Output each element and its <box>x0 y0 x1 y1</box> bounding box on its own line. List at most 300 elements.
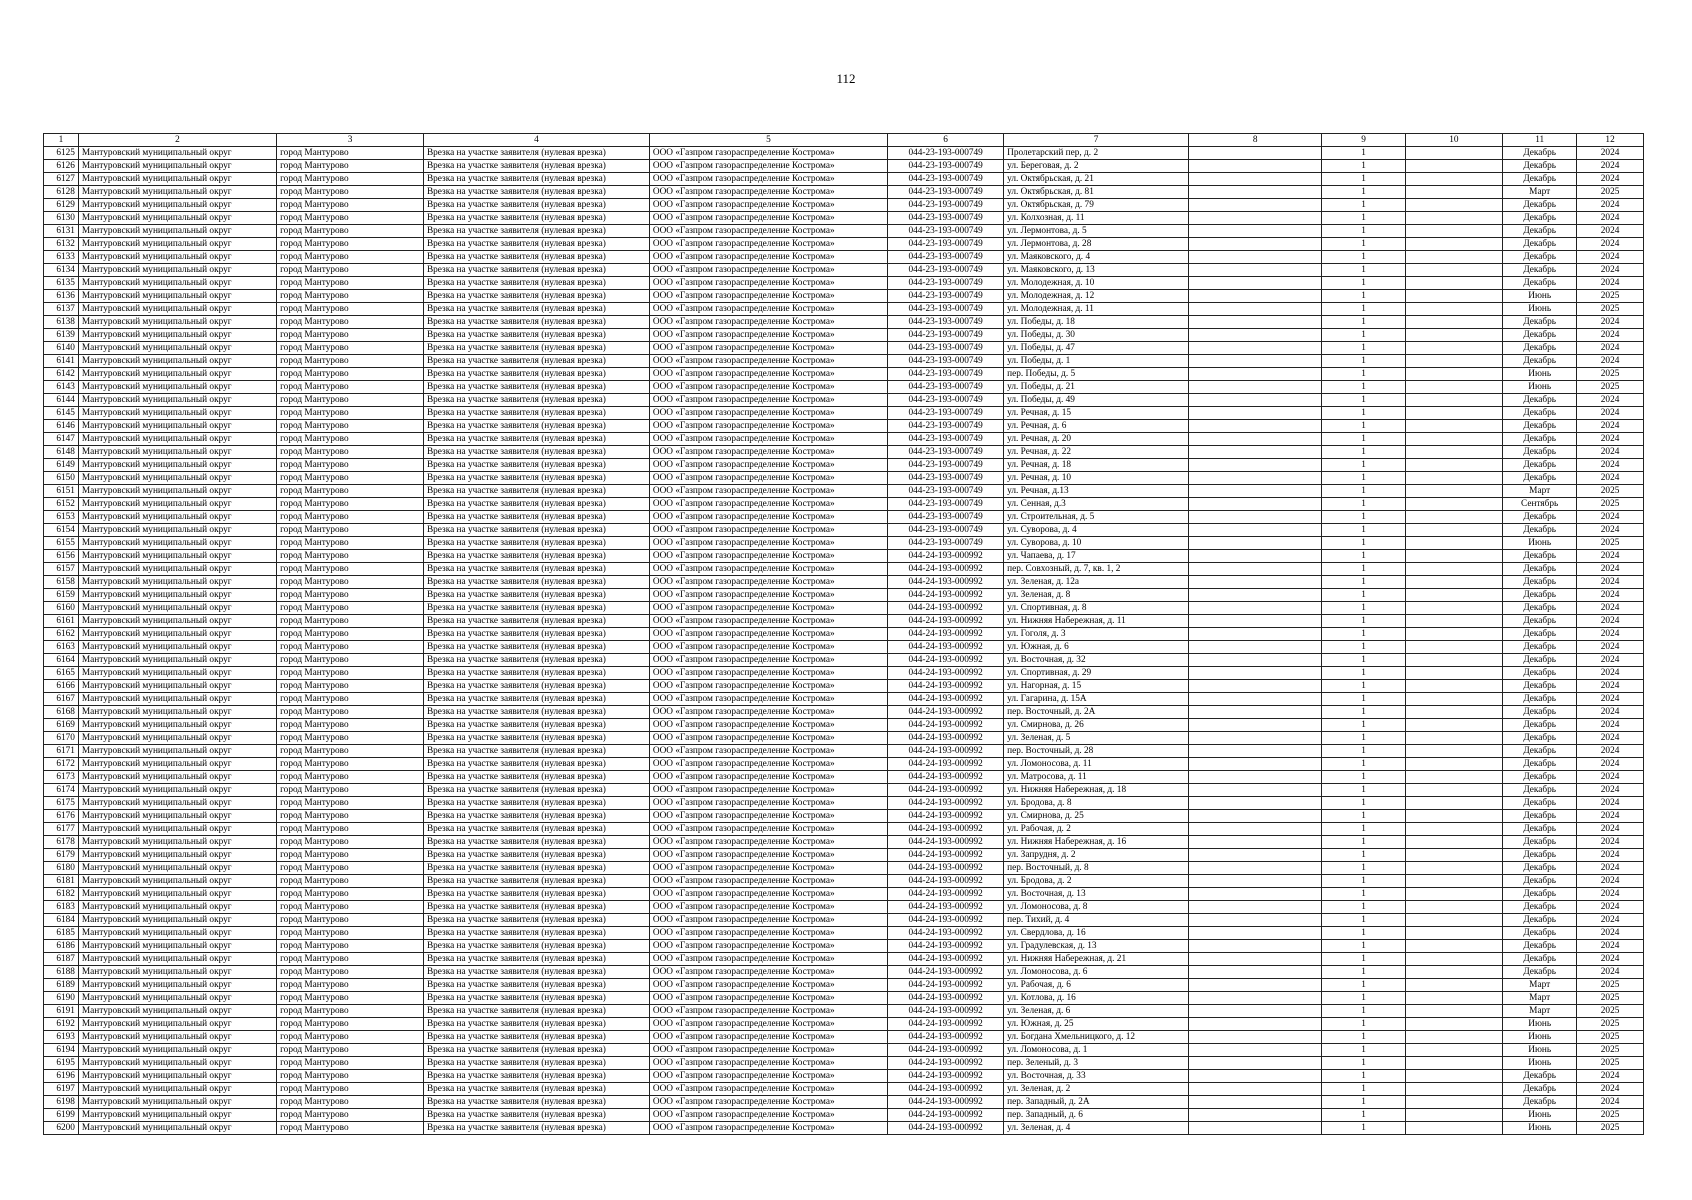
district-cell: Мантуровский муниципальный округ <box>78 394 276 407</box>
column-8-cell <box>1188 693 1322 706</box>
organization-cell: ООО «Газпром газораспределение Кострома» <box>649 628 887 641</box>
row-number-cell: 6181 <box>44 875 79 888</box>
column-10-cell <box>1405 459 1503 472</box>
project-code-cell: 044-24-193-000992 <box>888 758 1004 771</box>
column-header: 11 <box>1503 134 1577 147</box>
row-number-cell: 6159 <box>44 589 79 602</box>
row-number-cell: 6136 <box>44 290 79 303</box>
month-cell: Март <box>1503 979 1577 992</box>
organization-cell: ООО «Газпром газораспределение Кострома» <box>649 1044 887 1057</box>
column-10-cell <box>1405 901 1503 914</box>
project-code-cell: 044-24-193-000992 <box>888 1005 1004 1018</box>
quantity-cell: 1 <box>1322 654 1405 667</box>
year-cell: 2025 <box>1577 186 1644 199</box>
column-10-cell <box>1405 446 1503 459</box>
work-type-cell: Врезка на участке заявителя (нулевая врезка) <box>423 1109 649 1122</box>
organization-cell: ООО «Газпром газораспределение Кострома» <box>649 901 887 914</box>
column-8-cell <box>1188 1044 1322 1057</box>
month-cell: Декабрь <box>1503 524 1577 537</box>
work-type-cell: Врезка на участке заявителя (нулевая врезка) <box>423 1031 649 1044</box>
year-cell: 2024 <box>1577 732 1644 745</box>
row-number-cell: 6199 <box>44 1109 79 1122</box>
column-10-cell <box>1405 875 1503 888</box>
work-type-cell: Врезка на участке заявителя (нулевая врезка) <box>423 459 649 472</box>
organization-cell: ООО «Газпром газораспределение Кострома» <box>649 667 887 680</box>
quantity-cell: 1 <box>1322 953 1405 966</box>
address-cell: ул. Зеленая, д. 2 <box>1004 1083 1189 1096</box>
month-cell: Декабрь <box>1503 1070 1577 1083</box>
address-cell: ул. Смирнова, д. 26 <box>1004 719 1189 732</box>
column-10-cell <box>1405 602 1503 615</box>
district-cell: Мантуровский муниципальный округ <box>78 147 276 160</box>
work-type-cell: Врезка на участке заявителя (нулевая врезка) <box>423 485 649 498</box>
project-code-cell: 044-23-193-000749 <box>888 342 1004 355</box>
address-cell: ул. Сенная, д.3 <box>1004 498 1189 511</box>
project-code-cell: 044-24-193-000992 <box>888 862 1004 875</box>
work-type-cell: Врезка на участке заявителя (нулевая врезка) <box>423 264 649 277</box>
table-header <box>44 134 1644 147</box>
address-cell: ул. Речная, д. 22 <box>1004 446 1189 459</box>
table-row <box>44 719 1644 732</box>
column-10-cell <box>1405 147 1503 160</box>
town-cell: город Мантурово <box>277 303 424 316</box>
town-cell: город Мантурово <box>277 589 424 602</box>
quantity-cell: 1 <box>1322 277 1405 290</box>
table-row <box>44 225 1644 238</box>
address-cell: ул. Октябрьская, д. 79 <box>1004 199 1189 212</box>
work-type-cell: Врезка на участке заявителя (нулевая врезка) <box>423 420 649 433</box>
organization-cell: ООО «Газпром газораспределение Кострома» <box>649 511 887 524</box>
work-type-cell: Врезка на участке заявителя (нулевая врезка) <box>423 394 649 407</box>
month-cell: Декабрь <box>1503 888 1577 901</box>
address-cell: ул. Нижняя Набережная, д. 21 <box>1004 953 1189 966</box>
month-cell: Декабрь <box>1503 433 1577 446</box>
table-row <box>44 810 1644 823</box>
row-number-cell: 6171 <box>44 745 79 758</box>
column-10-cell <box>1405 758 1503 771</box>
organization-cell: ООО «Газпром газораспределение Кострома» <box>649 394 887 407</box>
work-type-cell: Врезка на участке заявителя (нулевая врезка) <box>423 628 649 641</box>
district-cell: Мантуровский муниципальный округ <box>78 1031 276 1044</box>
project-code-cell: 044-23-193-000749 <box>888 459 1004 472</box>
address-cell: пер. Совхозный, д. 7, кв. 1, 2 <box>1004 563 1189 576</box>
organization-cell: ООО «Газпром газораспределение Кострома» <box>649 563 887 576</box>
quantity-cell: 1 <box>1322 1122 1405 1135</box>
table-row <box>44 823 1644 836</box>
month-cell: Декабрь <box>1503 472 1577 485</box>
town-cell: город Мантурово <box>277 1083 424 1096</box>
column-header: 8 <box>1188 134 1322 147</box>
organization-cell: ООО «Газпром газораспределение Кострома» <box>649 1109 887 1122</box>
project-code-cell: 044-23-193-000749 <box>888 173 1004 186</box>
row-number-cell: 6153 <box>44 511 79 524</box>
work-type-cell: Врезка на участке заявителя (нулевая врезка) <box>423 576 649 589</box>
month-cell: Декабрь <box>1503 459 1577 472</box>
month-cell: Март <box>1503 1005 1577 1018</box>
organization-cell: ООО «Газпром газораспределение Кострома» <box>649 238 887 251</box>
district-cell: Мантуровский муниципальный округ <box>78 888 276 901</box>
district-cell: Мантуровский муниципальный округ <box>78 563 276 576</box>
district-cell: Мантуровский муниципальный округ <box>78 381 276 394</box>
work-type-cell: Врезка на участке заявителя (нулевая врезка) <box>423 186 649 199</box>
quantity-cell: 1 <box>1322 901 1405 914</box>
district-cell: Мантуровский муниципальный округ <box>78 407 276 420</box>
work-type-cell: Врезка на участке заявителя (нулевая врезка) <box>423 979 649 992</box>
work-type-cell: Врезка на участке заявителя (нулевая врезка) <box>423 342 649 355</box>
organization-cell: ООО «Газпром газораспределение Кострома» <box>649 368 887 381</box>
town-cell: город Мантурово <box>277 511 424 524</box>
town-cell: город Мантурово <box>277 1070 424 1083</box>
town-cell: город Мантурово <box>277 147 424 160</box>
town-cell: город Мантурово <box>277 342 424 355</box>
work-type-cell: Врезка на участке заявителя (нулевая врезка) <box>423 433 649 446</box>
year-cell: 2024 <box>1577 628 1644 641</box>
row-number-cell: 6158 <box>44 576 79 589</box>
year-cell: 2024 <box>1577 173 1644 186</box>
column-8-cell <box>1188 394 1322 407</box>
year-cell: 2024 <box>1577 901 1644 914</box>
year-cell: 2024 <box>1577 160 1644 173</box>
project-code-cell: 044-24-193-000992 <box>888 784 1004 797</box>
work-type-cell: Врезка на участке заявителя (нулевая врезка) <box>423 615 649 628</box>
district-cell: Мантуровский муниципальный округ <box>78 446 276 459</box>
table-row <box>44 1005 1644 1018</box>
quantity-cell: 1 <box>1322 1096 1405 1109</box>
month-cell: Декабрь <box>1503 953 1577 966</box>
work-type-cell: Врезка на участке заявителя (нулевая врезка) <box>423 940 649 953</box>
address-cell: пер. Западный, д. 6 <box>1004 1109 1189 1122</box>
address-cell: пер. Победы, д. 5 <box>1004 368 1189 381</box>
project-code-cell: 044-23-193-000749 <box>888 160 1004 173</box>
town-cell: город Мантурово <box>277 277 424 290</box>
town-cell: город Мантурово <box>277 641 424 654</box>
column-10-cell <box>1405 654 1503 667</box>
town-cell: город Мантурово <box>277 550 424 563</box>
quantity-cell: 1 <box>1322 771 1405 784</box>
column-10-cell <box>1405 485 1503 498</box>
table-row <box>44 1057 1644 1070</box>
column-10-cell <box>1405 1018 1503 1031</box>
town-cell: город Мантурово <box>277 576 424 589</box>
work-type-cell: Врезка на участке заявителя (нулевая врезка) <box>423 901 649 914</box>
project-code-cell: 044-24-193-000992 <box>888 1070 1004 1083</box>
month-cell: Декабрь <box>1503 1083 1577 1096</box>
row-number-cell: 6197 <box>44 1083 79 1096</box>
town-cell: город Мантурово <box>277 771 424 784</box>
quantity-cell: 1 <box>1322 303 1405 316</box>
quantity-cell: 1 <box>1322 732 1405 745</box>
project-code-cell: 044-23-193-000749 <box>888 147 1004 160</box>
project-code-cell: 044-24-193-000992 <box>888 1044 1004 1057</box>
table-row <box>44 927 1644 940</box>
quantity-cell: 1 <box>1322 810 1405 823</box>
row-number-cell: 6145 <box>44 407 79 420</box>
organization-cell: ООО «Газпром газораспределение Кострома» <box>649 797 887 810</box>
table-row <box>44 160 1644 173</box>
table-row <box>44 888 1644 901</box>
quantity-cell: 1 <box>1322 706 1405 719</box>
row-number-cell: 6155 <box>44 537 79 550</box>
town-cell: город Мантурово <box>277 719 424 732</box>
row-number-cell: 6162 <box>44 628 79 641</box>
year-cell: 2024 <box>1577 264 1644 277</box>
district-cell: Мантуровский муниципальный округ <box>78 758 276 771</box>
work-type-cell: Врезка на участке заявителя (нулевая врезка) <box>423 303 649 316</box>
project-code-cell: 044-24-193-000992 <box>888 849 1004 862</box>
column-10-cell <box>1405 992 1503 1005</box>
month-cell: Март <box>1503 485 1577 498</box>
column-10-cell <box>1405 836 1503 849</box>
organization-cell: ООО «Газпром газораспределение Кострома» <box>649 1096 887 1109</box>
town-cell: город Мантурово <box>277 1096 424 1109</box>
table-row <box>44 147 1644 160</box>
month-cell: Декабрь <box>1503 628 1577 641</box>
row-number-cell: 6192 <box>44 1018 79 1031</box>
month-cell: Декабрь <box>1503 355 1577 368</box>
row-number-cell: 6170 <box>44 732 79 745</box>
town-cell: город Мантурово <box>277 667 424 680</box>
year-cell: 2024 <box>1577 420 1644 433</box>
year-cell: 2024 <box>1577 810 1644 823</box>
town-cell: город Мантурово <box>277 238 424 251</box>
row-number-cell: 6175 <box>44 797 79 810</box>
district-cell: Мантуровский муниципальный округ <box>78 810 276 823</box>
project-code-cell: 044-24-193-000992 <box>888 1031 1004 1044</box>
row-number-cell: 6190 <box>44 992 79 1005</box>
quantity-cell: 1 <box>1322 329 1405 342</box>
column-10-cell <box>1405 628 1503 641</box>
quantity-cell: 1 <box>1322 1070 1405 1083</box>
table-row <box>44 498 1644 511</box>
year-cell: 2025 <box>1577 1044 1644 1057</box>
column-10-cell <box>1405 238 1503 251</box>
district-cell: Мантуровский муниципальный округ <box>78 771 276 784</box>
month-cell: Декабрь <box>1503 251 1577 264</box>
quantity-cell: 1 <box>1322 1044 1405 1057</box>
project-code-cell: 044-24-193-000992 <box>888 1018 1004 1031</box>
table-row <box>44 173 1644 186</box>
quantity-cell: 1 <box>1322 472 1405 485</box>
town-cell: город Мантурово <box>277 199 424 212</box>
town-cell: город Мантурово <box>277 680 424 693</box>
quantity-cell: 1 <box>1322 641 1405 654</box>
column-8-cell <box>1188 498 1322 511</box>
district-cell: Мантуровский муниципальный округ <box>78 1096 276 1109</box>
row-number-cell: 6129 <box>44 199 79 212</box>
quantity-cell: 1 <box>1322 186 1405 199</box>
column-8-cell <box>1188 784 1322 797</box>
organization-cell: ООО «Газпром газораспределение Кострома» <box>649 1122 887 1135</box>
column-10-cell <box>1405 290 1503 303</box>
column-8-cell <box>1188 537 1322 550</box>
address-cell: ул. Котлова, д. 16 <box>1004 992 1189 1005</box>
town-cell: город Мантурово <box>277 745 424 758</box>
month-cell: Июнь <box>1503 290 1577 303</box>
quantity-cell: 1 <box>1322 628 1405 641</box>
year-cell: 2024 <box>1577 238 1644 251</box>
year-cell: 2025 <box>1577 498 1644 511</box>
table-row <box>44 459 1644 472</box>
project-code-cell: 044-24-193-000992 <box>888 927 1004 940</box>
project-code-cell: 044-24-193-000992 <box>888 875 1004 888</box>
project-code-cell: 044-23-193-000749 <box>888 238 1004 251</box>
quantity-cell: 1 <box>1322 563 1405 576</box>
column-8-cell <box>1188 589 1322 602</box>
address-cell: ул. Южная, д. 25 <box>1004 1018 1189 1031</box>
organization-cell: ООО «Газпром газораспределение Кострома» <box>649 147 887 160</box>
row-number-cell: 6126 <box>44 160 79 173</box>
column-8-cell <box>1188 1096 1322 1109</box>
table-row <box>44 394 1644 407</box>
district-cell: Мантуровский муниципальный округ <box>78 1070 276 1083</box>
table-row <box>44 277 1644 290</box>
column-8-cell <box>1188 160 1322 173</box>
address-cell: ул. Октябрьская, д. 21 <box>1004 173 1189 186</box>
work-type-cell: Врезка на участке заявителя (нулевая врезка) <box>423 563 649 576</box>
quantity-cell: 1 <box>1322 615 1405 628</box>
column-8-cell <box>1188 368 1322 381</box>
column-10-cell <box>1405 472 1503 485</box>
organization-cell: ООО «Газпром газораспределение Кострома» <box>649 524 887 537</box>
project-code-cell: 044-24-193-000992 <box>888 654 1004 667</box>
organization-cell: ООО «Газпром газораспределение Кострома» <box>649 446 887 459</box>
district-cell: Мантуровский муниципальный округ <box>78 1005 276 1018</box>
quantity-cell: 1 <box>1322 550 1405 563</box>
column-header: 3 <box>277 134 424 147</box>
row-number-cell: 6160 <box>44 602 79 615</box>
district-cell: Мантуровский муниципальный округ <box>78 784 276 797</box>
column-8-cell <box>1188 316 1322 329</box>
column-8-cell <box>1188 459 1322 472</box>
column-10-cell <box>1405 1109 1503 1122</box>
quantity-cell: 1 <box>1322 914 1405 927</box>
district-cell: Мантуровский муниципальный округ <box>78 173 276 186</box>
work-type-cell: Врезка на участке заявителя (нулевая врезка) <box>423 849 649 862</box>
project-code-cell: 044-23-193-000749 <box>888 368 1004 381</box>
page-number: 112 <box>836 71 856 86</box>
work-type-cell: Врезка на участке заявителя (нулевая врезка) <box>423 745 649 758</box>
year-cell: 2025 <box>1577 290 1644 303</box>
district-cell: Мантуровский муниципальный округ <box>78 628 276 641</box>
project-code-cell: 044-23-193-000749 <box>888 277 1004 290</box>
work-type-cell: Врезка на участке заявителя (нулевая врезка) <box>423 550 649 563</box>
town-cell: город Мантурово <box>277 1122 424 1135</box>
quantity-cell: 1 <box>1322 758 1405 771</box>
project-code-cell: 044-24-193-000992 <box>888 563 1004 576</box>
row-number-cell: 6142 <box>44 368 79 381</box>
district-cell: Мантуровский муниципальный округ <box>78 1122 276 1135</box>
column-8-cell <box>1188 797 1322 810</box>
district-cell: Мантуровский муниципальный округ <box>78 186 276 199</box>
organization-cell: ООО «Газпром газораспределение Кострома» <box>649 420 887 433</box>
town-cell: город Мантурово <box>277 394 424 407</box>
town-cell: город Мантурово <box>277 160 424 173</box>
quantity-cell: 1 <box>1322 667 1405 680</box>
quantity-cell: 1 <box>1322 693 1405 706</box>
address-cell: ул. Спортивная, д. 29 <box>1004 667 1189 680</box>
column-8-cell <box>1188 628 1322 641</box>
work-type-cell: Врезка на участке заявителя (нулевая врезка) <box>423 212 649 225</box>
quantity-cell: 1 <box>1322 823 1405 836</box>
district-cell: Мантуровский муниципальный округ <box>78 979 276 992</box>
organization-cell: ООО «Газпром газораспределение Кострома» <box>649 498 887 511</box>
table-row <box>44 914 1644 927</box>
table-row <box>44 953 1644 966</box>
address-cell: ул. Победы, д. 21 <box>1004 381 1189 394</box>
column-8-cell <box>1188 186 1322 199</box>
district-cell: Мантуровский муниципальный округ <box>78 264 276 277</box>
column-8-cell <box>1188 199 1322 212</box>
month-cell: Декабрь <box>1503 212 1577 225</box>
town-cell: город Мантурово <box>277 1005 424 1018</box>
organization-cell: ООО «Газпром газораспределение Кострома» <box>649 355 887 368</box>
table-row <box>44 654 1644 667</box>
column-10-cell <box>1405 394 1503 407</box>
month-cell: Декабрь <box>1503 862 1577 875</box>
address-cell: ул. Ломоносова, д. 8 <box>1004 901 1189 914</box>
table-row <box>44 784 1644 797</box>
column-10-cell <box>1405 173 1503 186</box>
column-10-cell <box>1405 966 1503 979</box>
district-cell: Мантуровский муниципальный округ <box>78 1018 276 1031</box>
town-cell: город Мантурово <box>277 420 424 433</box>
year-cell: 2024 <box>1577 407 1644 420</box>
project-code-cell: 044-23-193-000749 <box>888 329 1004 342</box>
month-cell: Декабрь <box>1503 329 1577 342</box>
town-cell: город Мантурово <box>277 992 424 1005</box>
work-type-cell: Врезка на участке заявителя (нулевая врезка) <box>423 667 649 680</box>
address-cell: ул. Береговая, д. 2 <box>1004 160 1189 173</box>
quantity-cell: 1 <box>1322 498 1405 511</box>
quantity-cell: 1 <box>1322 446 1405 459</box>
quantity-cell: 1 <box>1322 784 1405 797</box>
organization-cell: ООО «Газпром газораспределение Кострома» <box>649 186 887 199</box>
column-8-cell <box>1188 823 1322 836</box>
table-row <box>44 849 1644 862</box>
district-cell: Мантуровский муниципальный округ <box>78 485 276 498</box>
column-8-cell <box>1188 381 1322 394</box>
quantity-cell: 1 <box>1322 251 1405 264</box>
month-cell: Декабрь <box>1503 1096 1577 1109</box>
quantity-cell: 1 <box>1322 1005 1405 1018</box>
organization-cell: ООО «Газпром газораспределение Кострома» <box>649 940 887 953</box>
column-8-cell <box>1188 212 1322 225</box>
row-number-cell: 6152 <box>44 498 79 511</box>
address-cell: ул. Бродова, д. 8 <box>1004 797 1189 810</box>
project-code-cell: 044-23-193-000749 <box>888 290 1004 303</box>
quantity-cell: 1 <box>1322 602 1405 615</box>
table-row <box>44 797 1644 810</box>
address-cell: ул. Матросова, д. 11 <box>1004 771 1189 784</box>
work-type-cell: Врезка на участке заявителя (нулевая врезка) <box>423 290 649 303</box>
town-cell: город Мантурово <box>277 784 424 797</box>
work-type-cell: Врезка на участке заявителя (нулевая врезка) <box>423 316 649 329</box>
month-cell: Декабрь <box>1503 706 1577 719</box>
column-8-cell <box>1188 420 1322 433</box>
column-8-cell <box>1188 927 1322 940</box>
district-cell: Мантуровский муниципальный округ <box>78 511 276 524</box>
table-row <box>44 680 1644 693</box>
column-10-cell <box>1405 914 1503 927</box>
column-10-cell <box>1405 1070 1503 1083</box>
district-cell: Мантуровский муниципальный округ <box>78 537 276 550</box>
address-cell: ул. Ломоносова, д. 11 <box>1004 758 1189 771</box>
month-cell: Декабрь <box>1503 940 1577 953</box>
town-cell: город Мантурово <box>277 524 424 537</box>
year-cell: 2024 <box>1577 693 1644 706</box>
project-code-cell: 044-24-193-000992 <box>888 641 1004 654</box>
district-cell: Мантуровский муниципальный округ <box>78 927 276 940</box>
